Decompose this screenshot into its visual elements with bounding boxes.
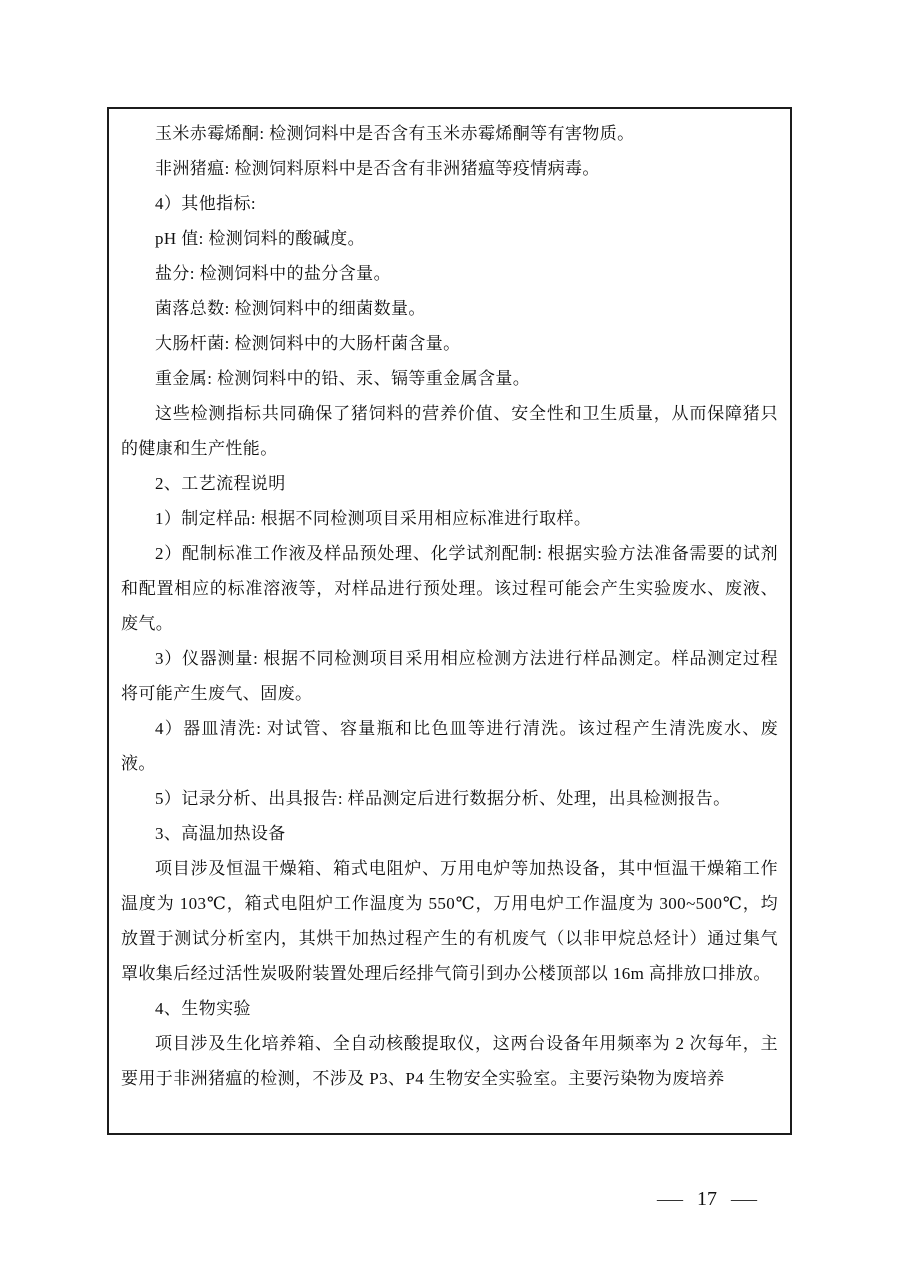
doc-paragraph-summary: 这些检测指标共同确保了猪饲料的营养价值、安全性和卫生质量，从而保障猪只的健康和生产性能。 xyxy=(121,404,778,458)
doc-paragraph-corn-zearalenone: 玉米赤霉烯酮: 检测饲料中是否含有玉米赤霉烯酮等有害物质。 xyxy=(155,124,635,143)
content-table-cell xyxy=(107,107,792,1135)
doc-paragraph-ph: pH 值: 检测饲料的酸碱度。 xyxy=(155,229,365,248)
doc-paragraph-step3-measurement: 3）仪器测量: 根据不同检测项目采用相应检测方法进行样品测定。样品测定过程将可能产生废气、固废。 xyxy=(121,649,778,703)
doc-paragraph-step5-report: 5）记录分析、出具报告: 样品测定后进行数据分析、处理，出具检测报告。 xyxy=(155,789,731,808)
footer-dash-left: — xyxy=(657,1188,683,1210)
footer-dash-right: — xyxy=(731,1188,757,1210)
doc-paragraph-salt: 盐分: 检测饲料中的盐分含量。 xyxy=(155,264,391,283)
doc-paragraph-african-swine-fever: 非洲猪瘟: 检测饲料原料中是否含有非洲猪瘟等疫情病毒。 xyxy=(155,159,600,178)
doc-paragraph-heavy-metals: 重金属: 检测饲料中的铅、汞、镉等重金属含量。 xyxy=(155,369,531,388)
page-footer xyxy=(657,1188,757,1211)
doc-paragraph-heating-detail: 项目涉及恒温干燥箱、箱式电阻炉、万用电炉等加热设备，其中恒温干燥箱工作温度为 103℃，箱式电阻炉工作温度为 550℃，万用电炉工作温度为 300~500℃，均放置于测试分析室内，其烘干加热过程产生的有机废气（以非甲烷总烃计）通过集气罩收集后经过活性炭吸附装置处理后经排气筒引到办公楼顶部以 16m 高排放口排放。 xyxy=(121,859,778,983)
doc-paragraph-step1-sampling: 1）制定样品: 根据不同检测项目采用相应标准进行取样。 xyxy=(155,509,592,528)
doc-paragraph-step2-preparation: 2）配制标准工作液及样品预处理、化学试剂配制: 根据实验方法准备需要的试剂和配置相应的标准溶液等，对样品进行预处理。该过程可能会产生实验废水、废液、废气。 xyxy=(121,544,778,633)
doc-heading-heating-equipment: 3、高温加热设备 xyxy=(155,824,286,843)
doc-paragraph-bacteria-count: 菌落总数: 检测饲料中的细菌数量。 xyxy=(155,299,426,318)
doc-heading-biological-experiment: 4、生物实验 xyxy=(155,999,251,1018)
page-number: 17 xyxy=(697,1188,717,1210)
doc-paragraph-biological-detail: 项目涉及生化培养箱、全自动核酸提取仪，这两台设备年用频率为 2 次每年，主要用于非洲猪瘟的检测，不涉及 P3、P4 生物安全实验室。主要污染物为废培养 xyxy=(121,1034,778,1088)
doc-heading-process-flow: 2、工艺流程说明 xyxy=(155,474,286,493)
doc-paragraph-step4-cleaning: 4）器皿清洗: 对试管、容量瓶和比色皿等进行清洗。该过程产生清洗废水、废液。 xyxy=(121,719,778,773)
doc-paragraph-other-indicators-heading: 4）其他指标: xyxy=(155,194,257,213)
doc-paragraph-ecoli: 大肠杆菌: 检测饲料中的大肠杆菌含量。 xyxy=(155,334,461,353)
